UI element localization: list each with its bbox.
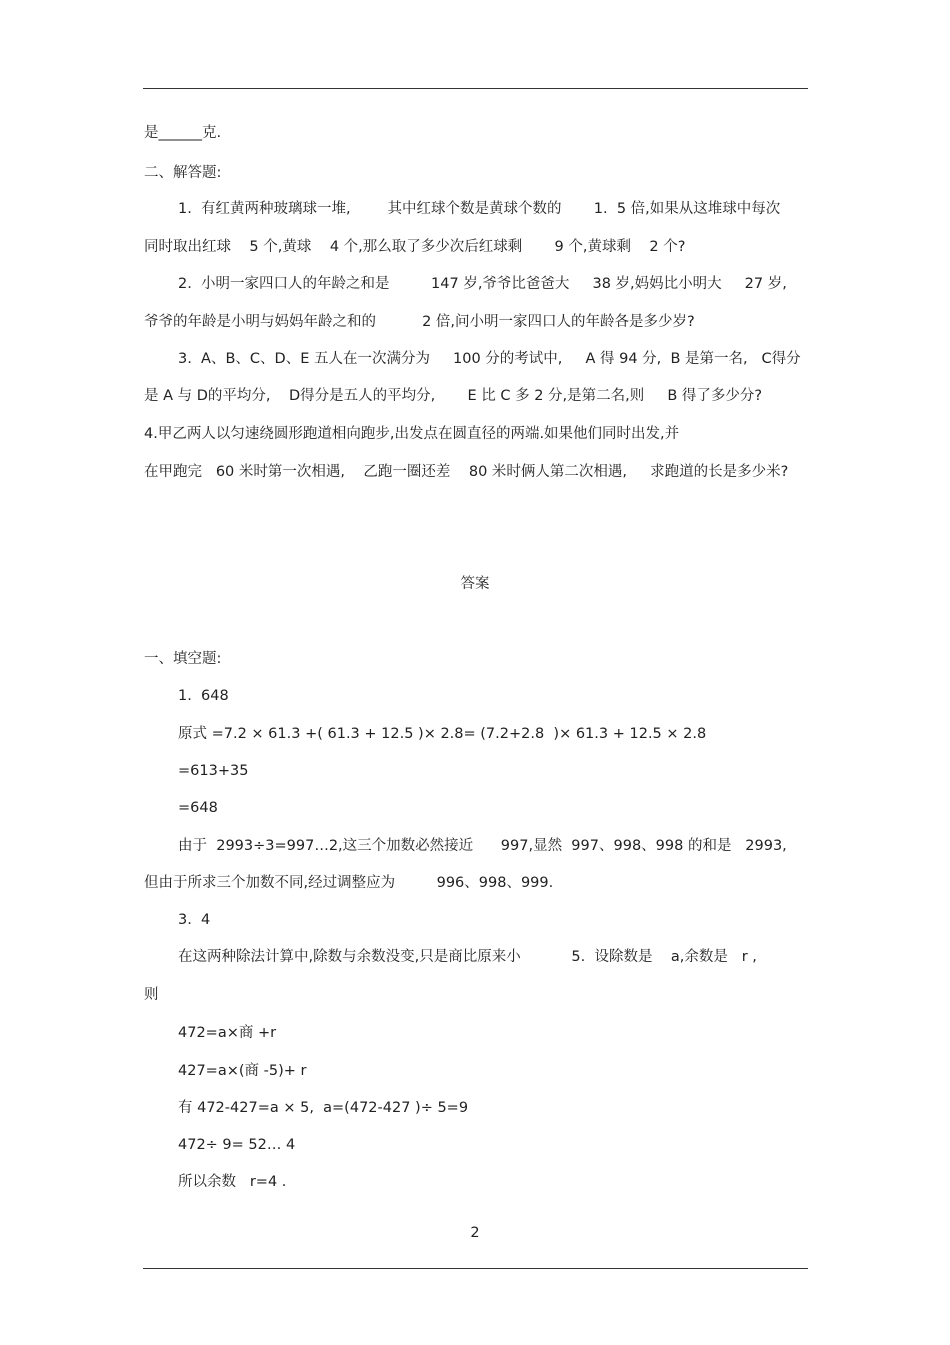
text-line: 是 A 与 D的平均分, D得分是五人的平均分, E 比 C 多 2 分,是第二名,则 B 得了多少分? [144,388,763,404]
text-line: 有 472-427=a × 5, a=(472-427 )÷ 5=9 [178,1100,469,1116]
text-line: 由于 2993÷3=997…2,这三个加数必然接近 997,显然 997、998、998 的和是 2993, [178,838,787,854]
text-line: 所以余数 r=4 . [178,1174,287,1190]
text-line: 427=a×(商 -5)+ r [178,1063,307,1079]
text-line: 3. A、B、C、D、E 五人在一次满分为 100 分的考试中, A 得 94 分, B 是第一名, C得分 [178,351,801,367]
text-line: 同时取出红球 5 个,黄球 4 个,那么取了多少次后红球剩 9 个,黄球剩 2 个? [144,239,686,255]
text-line: =648 [178,800,218,816]
text-line: 472=a×商 +r [178,1025,277,1041]
text-line: 1. 648 [178,688,229,704]
text-line: 但由于所求三个加数不同,经过调整应为 996、998、999. [144,875,554,891]
text-line: 原式 =7.2 × 61.3 +( 61.3 + 12.5 )× 2.8= (7.2+2.8 )× 61.3 + 12.5 × 2.8 [178,726,707,742]
section-heading: 一、填空题: [144,651,222,667]
text-line: 在甲跑完 60 米时第一次相遇, 乙跑一圈还差 80 米时俩人第二次相遇, 求跑道的长是多少米? [144,464,789,480]
text-line: 爷爷的年龄是小明与妈妈年龄之和的 2 倍,问小明一家四口人的年龄各是多少岁? [144,314,695,330]
text-line: 是______克. [144,125,222,141]
section-heading: 二、解答题: [144,165,222,181]
text-line: 472÷ 9= 52… 4 [178,1137,296,1153]
text-line: =613+35 [178,763,249,779]
answer-heading: 答案 [460,576,490,592]
text-line: 4.甲乙两人以匀速绕圆形跑道相向跑步,出发点在圆直径的两端.如果他们同时出发,并 [144,426,680,442]
text-line: 1. 有红黄两种玻璃球一堆, 其中红球个数是黄球个数的 1. 5 倍,如果从这堆球中每次 [178,201,781,217]
page-number: 2 [470,1225,480,1241]
text-line: 2. 小明一家四口人的年龄之和是 147 岁,爷爷比爸爸大 38 岁,妈妈比小明大 27 岁, [178,276,787,292]
text-line: 3. 4 [178,912,211,928]
header-rule [143,88,808,89]
text-line: 则 [144,987,159,1003]
text-line: 在这两种除法计算中,除数与余数没变,只是商比原来小 5. 设除数是 a,余数是 r , [178,949,757,965]
footer-rule [143,1268,808,1269]
